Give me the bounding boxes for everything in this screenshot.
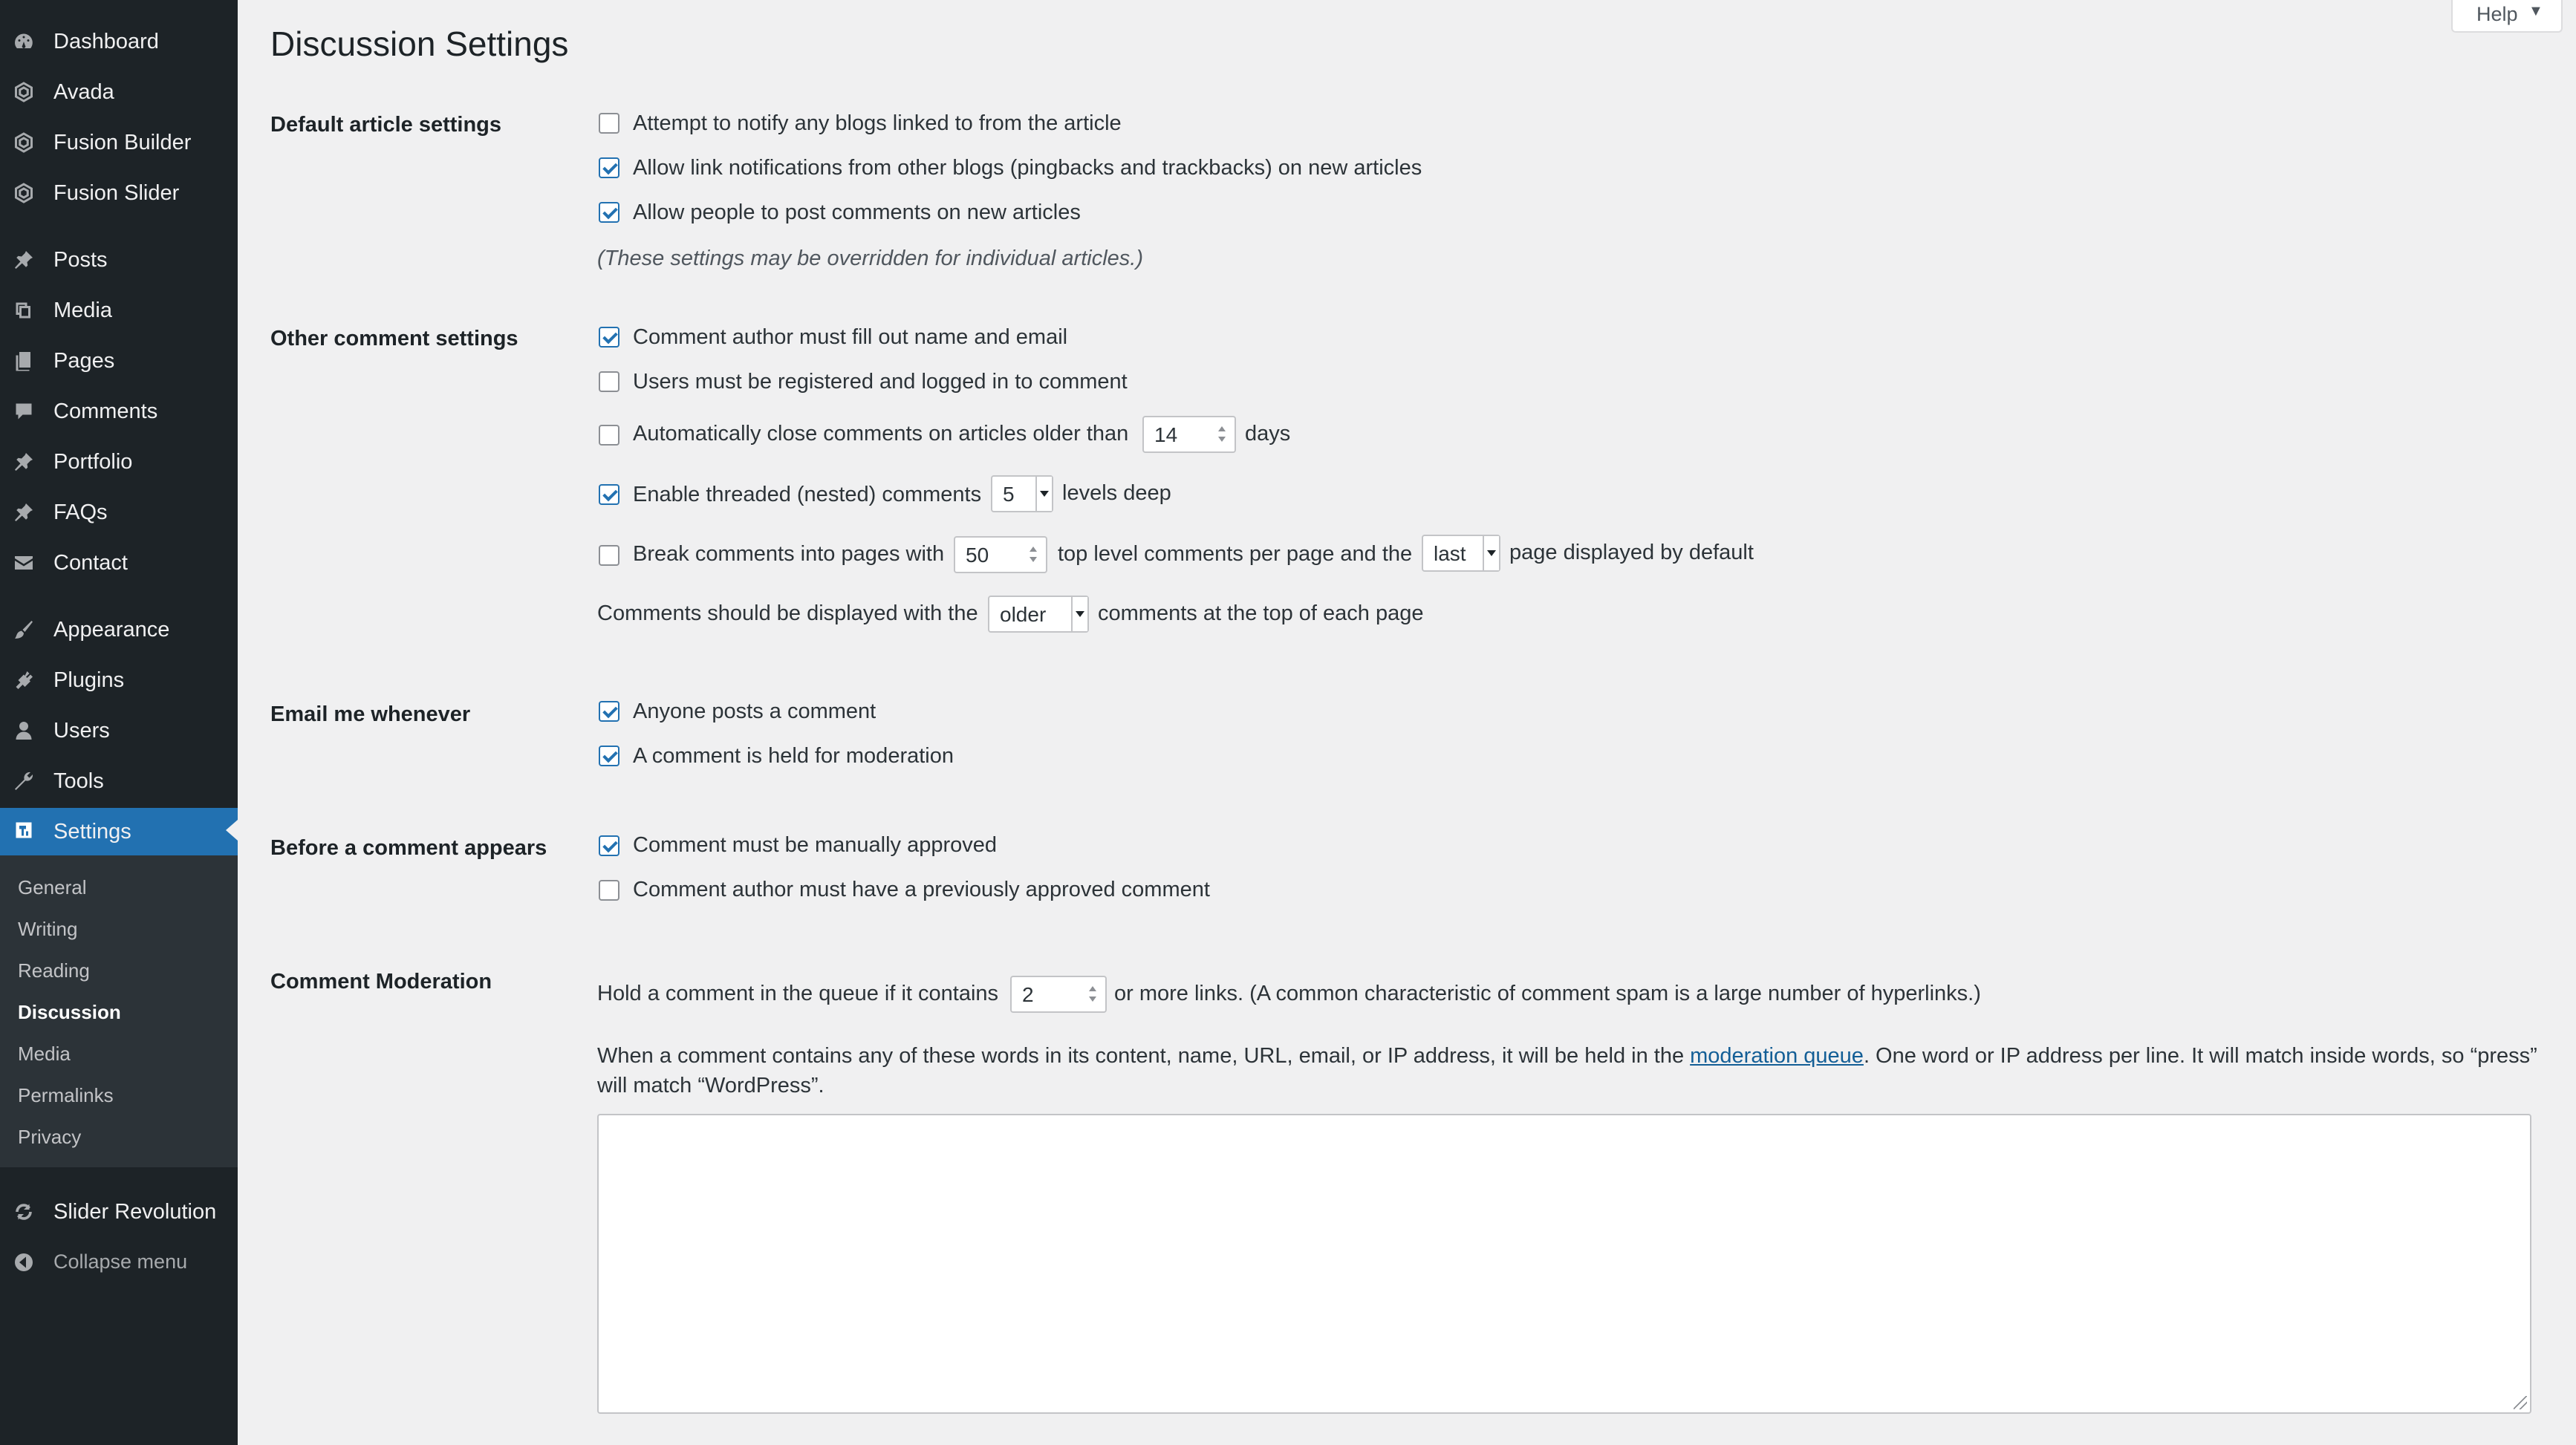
pingbacks-label: Allow link notifications from other blogs (pingbacks and trackbacks) on new articles bbox=[633, 156, 1422, 180]
submenu-item-general[interactable]: General bbox=[18, 876, 87, 898]
sidebar-item-dashboard[interactable] bbox=[0, 19, 238, 64]
default-page-value: last bbox=[1434, 542, 1466, 565]
sidebar-item-tools[interactable] bbox=[0, 759, 238, 803]
sidebar-item-portfolio[interactable] bbox=[0, 440, 238, 484]
help-button[interactable] bbox=[2451, 0, 2563, 33]
sidebar-item-fusion-builder[interactable] bbox=[0, 120, 238, 165]
caret-down-icon: ▼ bbox=[2528, 3, 2543, 19]
pingbacks-checkbox[interactable] bbox=[599, 157, 619, 178]
sidebar-item-slider-revolution[interactable] bbox=[0, 1190, 238, 1234]
default-page-select[interactable] bbox=[1422, 535, 1500, 572]
moderation-queue-link[interactable]: moderation queue bbox=[1690, 1044, 1864, 1068]
sidebar-item-label: FAQs bbox=[53, 500, 108, 524]
sidebar-item-label: Pages bbox=[53, 349, 115, 373]
brush-icon bbox=[12, 619, 39, 641]
mail-icon bbox=[12, 552, 39, 574]
sidebar-item-label: Contact bbox=[53, 551, 128, 575]
avada-icon bbox=[12, 81, 39, 103]
spinner-icon[interactable] bbox=[1087, 983, 1098, 1005]
fusion-builder-icon bbox=[12, 131, 39, 154]
comment-icon bbox=[12, 400, 39, 423]
moderation-keys-description bbox=[597, 1041, 2543, 1100]
sidebar-item-faqs[interactable] bbox=[0, 490, 238, 535]
submenu-item-permalinks[interactable]: Permalinks bbox=[18, 1084, 114, 1106]
email-on-comment-checkbox[interactable] bbox=[599, 701, 619, 722]
page-comments-checkbox[interactable] bbox=[599, 545, 619, 566]
require-name-email-checkbox[interactable] bbox=[599, 327, 619, 348]
collapse-menu-label: Collapse menu bbox=[53, 1250, 188, 1273]
sidebar-item-contact[interactable] bbox=[0, 541, 238, 585]
comment-moderation-label: Comment Moderation bbox=[270, 970, 492, 994]
sidebar-item-label: Posts bbox=[53, 248, 108, 272]
sidebar-item-comments[interactable] bbox=[0, 389, 238, 434]
hold-queue-label: Hold a comment in the queue if it contains bbox=[597, 982, 999, 1005]
current-menu-arrow bbox=[226, 820, 238, 841]
email-on-moderation-checkbox[interactable] bbox=[599, 746, 619, 766]
default-article-settings-label: Default article settings bbox=[270, 113, 502, 137]
registration-required-checkbox[interactable] bbox=[599, 371, 619, 392]
submenu-item-privacy[interactable]: Privacy bbox=[18, 1126, 82, 1148]
email-on-moderation-label: A comment is held for moderation bbox=[633, 744, 954, 768]
spinner-icon[interactable] bbox=[1217, 423, 1227, 446]
comment-order-label: Comments should be displayed with the bbox=[597, 601, 978, 625]
submenu-item-discussion[interactable]: Discussion bbox=[18, 1001, 121, 1023]
comment-order-select[interactable] bbox=[988, 596, 1089, 633]
wrench-icon bbox=[12, 770, 39, 792]
top-of-page-label: comments at the top of each page bbox=[1098, 601, 1424, 625]
pages-icon bbox=[12, 350, 39, 372]
sidebar-item-fusion-slider[interactable] bbox=[0, 171, 238, 215]
sidebar-item-label: Fusion Builder bbox=[53, 131, 192, 154]
email-me-whenever-label: Email me whenever bbox=[270, 702, 471, 726]
email-on-comment-label: Anyone posts a comment bbox=[633, 699, 876, 723]
sidebar-item-label: Tools bbox=[53, 769, 104, 793]
before-comment-appears-label: Before a comment appears bbox=[270, 836, 547, 860]
page-title: Discussion Settings bbox=[270, 25, 569, 63]
collapse-icon bbox=[12, 1251, 39, 1273]
notify-blogs-checkbox[interactable] bbox=[599, 113, 619, 134]
max-links-value: 2 bbox=[1022, 983, 1034, 1006]
sidebar-item-label: Appearance bbox=[53, 618, 170, 642]
dashboard-icon bbox=[12, 30, 39, 53]
settings-icon bbox=[12, 819, 39, 841]
previously-approved-label: Comment author must have a previously approved comment bbox=[633, 878, 1210, 901]
allow-comments-label: Allow people to post comments on new articles bbox=[633, 200, 1081, 224]
sidebar-item-label: Settings bbox=[53, 820, 131, 844]
other-comment-settings-label: Other comment settings bbox=[270, 327, 518, 350]
submenu-item-media[interactable]: Media bbox=[18, 1043, 71, 1065]
sidebar-item-label: Fusion Slider bbox=[53, 181, 180, 205]
require-name-email-label: Comment author must fill out name and email bbox=[633, 325, 1068, 349]
page-comments-label: Break comments into pages with bbox=[633, 542, 945, 566]
comments-per-page-value: 50 bbox=[966, 544, 989, 567]
page-displayed-label: page displayed by default bbox=[1509, 541, 1754, 564]
auto-close-label: Automatically close comments on articles older than bbox=[633, 422, 1129, 446]
chevron-down-icon bbox=[1035, 477, 1052, 511]
comment-order-value: older bbox=[1000, 603, 1047, 626]
sidebar-item-label: Avada bbox=[53, 80, 114, 104]
chevron-down-icon bbox=[1071, 597, 1087, 631]
plug-icon bbox=[12, 669, 39, 691]
sidebar-item-settings[interactable] bbox=[0, 808, 238, 855]
manual-approval-label: Comment must be manually approved bbox=[633, 833, 998, 857]
sidebar-item-media[interactable] bbox=[0, 288, 238, 333]
refresh-icon bbox=[12, 1201, 39, 1223]
manual-approval-checkbox[interactable] bbox=[599, 835, 619, 856]
pin-icon bbox=[12, 451, 39, 473]
sidebar-item-appearance[interactable] bbox=[0, 607, 238, 652]
thread-depth-select[interactable] bbox=[991, 475, 1053, 512]
per-page-label: top level comments per page and the bbox=[1058, 542, 1413, 566]
sidebar-item-label: Dashboard bbox=[53, 30, 159, 53]
moderation-keys-textarea[interactable] bbox=[597, 1114, 2531, 1414]
days-label: days bbox=[1245, 422, 1291, 446]
pin-icon bbox=[12, 501, 39, 523]
spinner-icon[interactable] bbox=[1028, 544, 1038, 566]
submenu-item-writing[interactable]: Writing bbox=[18, 918, 78, 940]
override-note: (These settings may be overridden for individual articles.) bbox=[597, 247, 1143, 270]
resize-handle-icon[interactable] bbox=[2514, 1396, 2527, 1409]
sidebar-item-plugins[interactable] bbox=[0, 658, 238, 702]
allow-comments-checkbox[interactable] bbox=[599, 202, 619, 223]
admin-sidebar bbox=[0, 0, 238, 1445]
registration-required-label: Users must be registered and logged in to comment bbox=[633, 370, 1128, 394]
sidebar-item-label: Users bbox=[53, 719, 110, 743]
moderation-desc-text-3: will match “WordPress”. bbox=[597, 1074, 824, 1097]
sidebar-item-label: Slider Revolution bbox=[53, 1200, 217, 1224]
max-links-input[interactable] bbox=[1010, 976, 1107, 1013]
close-days-value: 14 bbox=[1154, 423, 1178, 446]
pin-icon bbox=[12, 249, 39, 271]
sidebar-item-avada[interactable] bbox=[0, 70, 238, 114]
collapse-menu-button[interactable] bbox=[0, 1240, 238, 1285]
comments-per-page-input[interactable] bbox=[954, 536, 1047, 573]
sidebar-item-label: Plugins bbox=[53, 668, 125, 692]
more-links-label: or more links. (A common characteristic of comment spam is a large number of hyperlinks.) bbox=[1114, 982, 1981, 1005]
sidebar-item-users[interactable] bbox=[0, 708, 238, 753]
moderation-desc-text-2: . One word or IP address per line. It will match inside words, so “press” bbox=[1863, 1044, 2537, 1068]
help-label: Help bbox=[2476, 3, 2518, 25]
sidebar-item-pages[interactable] bbox=[0, 339, 238, 383]
moderation-desc-text: When a comment contains any of these words in its content, name, URL, email, or IP address, it will be held in the bbox=[597, 1044, 1685, 1068]
threaded-comments-checkbox[interactable] bbox=[599, 484, 619, 505]
submenu-item-reading[interactable]: Reading bbox=[18, 959, 90, 982]
threaded-comments-label: Enable threaded (nested) comments bbox=[633, 483, 982, 506]
notify-blogs-label: Attempt to notify any blogs linked to from the article bbox=[633, 111, 1122, 135]
sidebar-item-posts[interactable] bbox=[0, 238, 238, 282]
chevron-down-icon bbox=[1483, 536, 1499, 570]
sidebar-item-label: Comments bbox=[53, 399, 158, 423]
previously-approved-checkbox[interactable] bbox=[599, 880, 619, 901]
media-icon bbox=[12, 299, 39, 322]
thread-depth-value: 5 bbox=[1003, 483, 1015, 506]
fusion-slider-icon bbox=[12, 182, 39, 204]
auto-close-checkbox[interactable] bbox=[599, 425, 619, 446]
levels-deep-label: levels deep bbox=[1062, 481, 1171, 505]
close-days-input[interactable] bbox=[1142, 416, 1236, 453]
settings-submenu bbox=[0, 855, 238, 1167]
sidebar-item-label: Media bbox=[53, 299, 112, 322]
user-icon bbox=[12, 720, 39, 742]
sidebar-item-label: Portfolio bbox=[53, 450, 133, 474]
